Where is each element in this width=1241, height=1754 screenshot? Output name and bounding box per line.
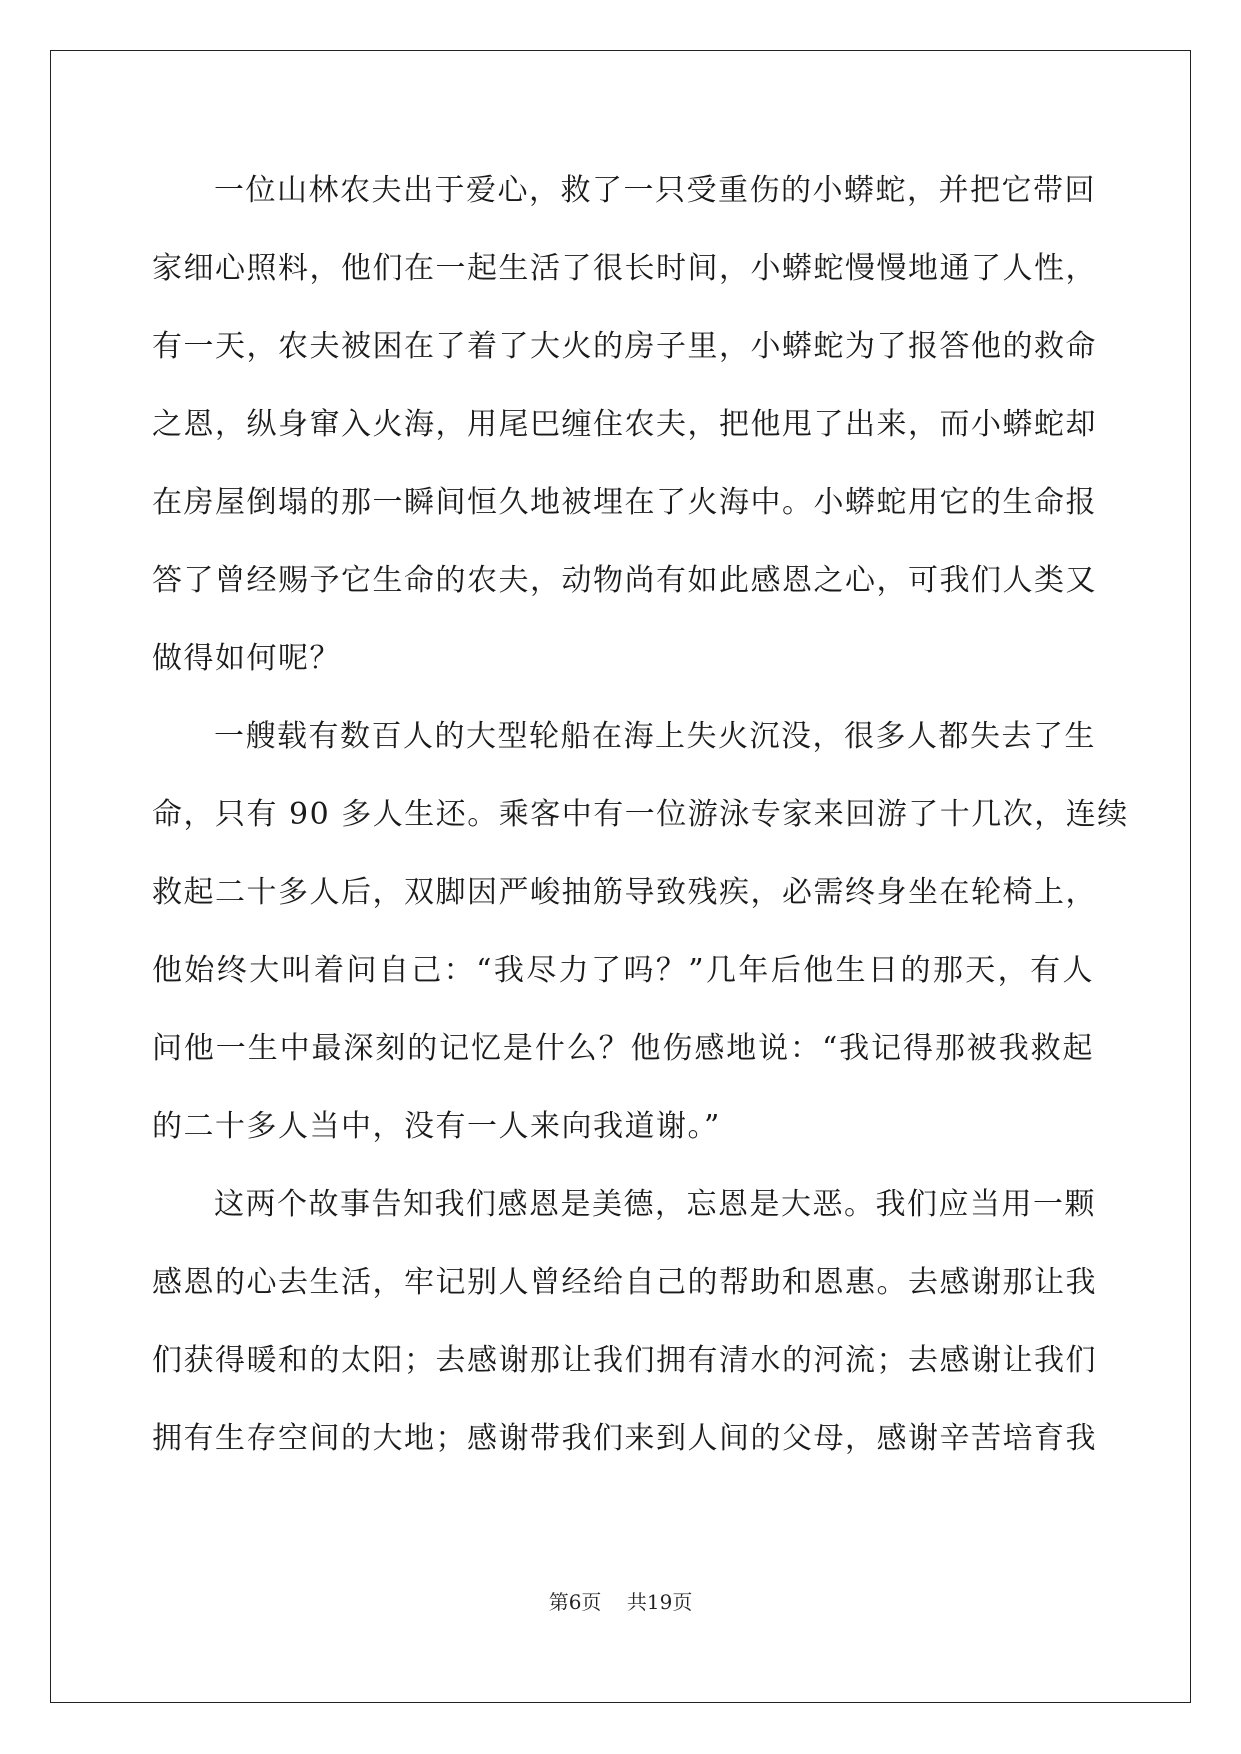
paragraph-3-line-2: 感恩的心去生活，牢记别人曾经给自己的帮助和恩惠。去感谢那让我 bbox=[152, 1265, 1097, 1300]
page-label-prefix: 第 bbox=[548, 1590, 569, 1614]
paragraph-2-line-6: 的二十多人当中，没有一人来向我道谢。” bbox=[152, 1109, 721, 1144]
paragraph-1-line-5: 在房屋倒塌的那一瞬间恒久地被埋在了火海中。小蟒蛇用它的生命报 bbox=[152, 485, 1097, 520]
paragraph-1-line-3: 有一天，农夫被困在了着了大火的房子里，小蟒蛇为了报答他的救命 bbox=[152, 329, 1097, 364]
paragraph-3-line-1: 这两个故事告知我们感恩是美德，忘恩是大恶。我们应当用一颗 bbox=[214, 1187, 1096, 1222]
paragraph-1-line-7: 做得如何呢？ bbox=[152, 641, 341, 676]
paragraph-1-line-4: 之恩，纵身窜入火海，用尾巴缠住农夫，把他甩了出来，而小蟒蛇却 bbox=[152, 407, 1097, 442]
document-body bbox=[152, 152, 1129, 1478]
page-number: 6 bbox=[568, 1590, 582, 1614]
total-pages: 19 bbox=[646, 1590, 673, 1614]
paragraph-2-line-1: 一艘载有数百人的大型轮船在海上失火沉没，很多人都失去了生 bbox=[214, 719, 1096, 754]
paragraph-3-line-4: 拥有生存空间的大地；感谢带我们来到人间的父母，感谢辛苦培育我 bbox=[152, 1421, 1097, 1456]
total-label-prefix: 共 bbox=[626, 1590, 647, 1614]
paragraph-2-line-2: 命，只有 90 多人生还。乘客中有一位游泳专家来回游了十几次，连续 bbox=[152, 797, 1129, 832]
page-footer bbox=[0, 1586, 1241, 1615]
total-label-suffix: 页 bbox=[672, 1590, 693, 1614]
paragraph-2-line-3: 救起二十多人后，双脚因严峻抽筋导致残疾，必需终身坐在轮椅上， bbox=[152, 875, 1097, 910]
paragraph-2-line-5: 问他一生中最深刻的记忆是什么？他伤感地说：“我记得那被我救起 bbox=[152, 1031, 1094, 1066]
paragraph-1-line-6: 答了曾经赐予它生命的农夫，动物尚有如此感恩之心，可我们人类又 bbox=[152, 563, 1097, 598]
paragraph-1-line-1: 一位山林农夫出于爱心，救了一只受重伤的小蟒蛇，并把它带回 bbox=[214, 173, 1096, 208]
paragraph-1-line-2: 家细心照料，他们在一起生活了很长时间，小蟒蛇慢慢地通了人性， bbox=[152, 251, 1097, 286]
paragraph-3-line-3: 们获得暖和的太阳；去感谢那让我们拥有清水的河流；去感谢让我们 bbox=[152, 1343, 1097, 1378]
paragraph-2-line-4: 他始终大叫着问自己：“我尽力了吗？”几年后他生日的那天，有人 bbox=[152, 953, 1094, 988]
page-label-suffix: 页 bbox=[581, 1590, 602, 1614]
